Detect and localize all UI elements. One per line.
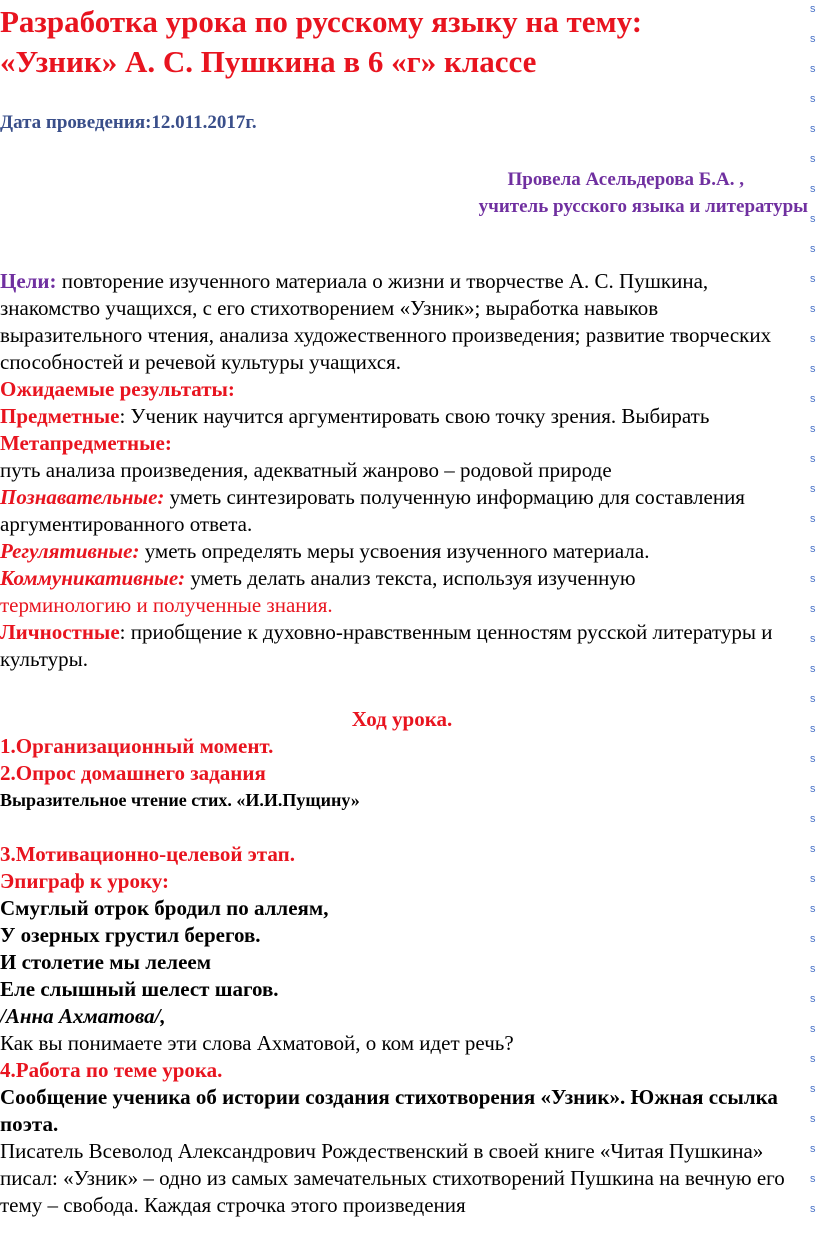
margin-dot: s [810,543,816,555]
margin-dot: s [810,603,816,615]
margin-dot: s [810,1083,816,1095]
margin-dot: s [810,153,816,165]
poem-line: Еле слышный шелест шагов. [0,977,279,1001]
margin-dot: s [810,483,816,495]
margin-dot: s [810,303,816,315]
meta-label: Метапредметные: [0,431,172,455]
margin-dot: s [810,93,816,105]
lesson-heading: Ход урока. [351,707,453,731]
margin-dot: s [810,333,816,345]
margin-dot: s [810,663,816,675]
margin-dots [806,0,816,1239]
poem-line: У озерных грустил берегов. [0,923,261,947]
epigraph-label: Эпиграф к уроку: [0,869,169,893]
document-title [0,2,800,82]
margin-dot: s [810,843,816,855]
meta-text: путь анализа произведения, адекватный жанрово – родовой природе [0,458,612,482]
personal-results [0,619,800,673]
step-3: 3.Мотивационно-целевой этап. [0,842,295,866]
communicative-label: Коммуникативные: [0,566,186,590]
regulative-text: уметь определять меры усвоения изученного материала. [139,539,650,563]
margin-dot: s [810,423,816,435]
author-position: учитель русского языка и литературы [478,196,808,217]
rozhdestvensky-paragraph: Писатель Всеволод Александрович Рождественский в своей книге «Читая Пушкина» писал: «Узник» – одно из самых замечательных стихотворений Пушкина на вечную его тему – свобода. Каждая строчка этого произведения [0,1139,785,1217]
cognitive-text: уметь синтезировать полученную информацию для составления аргументированного ответа. [0,485,745,536]
margin-dot: s [810,363,816,375]
margin-dot: s [810,123,816,135]
spacer [0,814,800,841]
cognitive-results [0,484,800,538]
margin-dot: s [810,3,816,15]
margin-dot: s [810,273,816,285]
regulative-label: Регулятивные: [0,539,140,563]
cognitive-label: Познавательные: [0,485,165,509]
margin-dot: s [810,633,816,645]
margin-dot: s [810,933,816,945]
margin-dot: s [810,1173,816,1185]
lesson-date: Дата проведения:12.011.2017г. [0,112,257,133]
goals-paragraph [0,268,800,376]
goals-and-results [0,268,800,673]
step-4: 4.Работа по теме урока. [0,1058,223,1082]
poem-line: Смуглый отрок бродил по аллеям, [0,896,329,920]
margin-dot: s [810,963,816,975]
communicative-text-red: терминологию и полученные знания. [0,593,333,617]
personal-text: : приобщение к духовно-нравственным ценностям русской литературы и культуры. [0,620,773,671]
margin-dot: s [810,1023,816,1035]
communicative-text: уметь делать анализ текста, используя изученную [185,566,636,590]
student-report: Сообщение ученика об истории создания стихотворения «Узник». Южная ссылка поэта. [0,1085,778,1136]
margin-dot: s [810,723,816,735]
margin-dot: s [810,573,816,585]
expected-results-heading: Ожидаемые результаты: [0,377,235,401]
margin-dot: s [810,63,816,75]
margin-dot: s [810,783,816,795]
subject-results [0,403,800,430]
margin-dot: s [810,1143,816,1155]
step-1: 1.Организационный момент. [0,734,274,758]
margin-dot: s [810,1113,816,1125]
margin-dot: s [810,1203,816,1215]
margin-dot: s [810,213,816,225]
title-line-1: Разработка урока по русскому языку на тему: [0,4,643,39]
margin-dot: s [810,453,816,465]
margin-dot: s [810,183,816,195]
margin-dot: s [810,693,816,705]
margin-dot: s [810,903,816,915]
poem-author: /Анна Ахматова/, [0,1004,166,1028]
lesson-flow [0,706,800,1219]
question: Как вы понимаете эти слова Ахматовой, о ком идет речь? [0,1031,514,1055]
margin-dot: s [810,1053,816,1065]
author-block [479,166,808,220]
step-2: 2.Опрос домашнего задания [0,761,266,785]
margin-dot: s [810,513,816,525]
step-2-text: Выразительное чтение стих. «И.И.Пущину» [0,790,360,810]
communicative-results [0,565,800,619]
margin-dot: s [810,243,816,255]
margin-dot: s [810,813,816,825]
regulative-results [0,538,800,565]
margin-dot: s [810,873,816,885]
title-line-2: «Узник» А. С. Пушкина в 6 «г» классе [0,44,537,79]
subject-text: : Ученик научится аргументировать свою точку зрения. Выбирать [119,404,710,428]
margin-dot: s [810,393,816,405]
margin-dot: s [810,753,816,765]
subject-label: Предметные [0,404,120,428]
goals-label: Цели: [0,269,57,293]
personal-label: Личностные [0,620,120,644]
author-name: Провела Асельдерова Б.А. , [507,169,744,190]
margin-dot: s [810,993,816,1005]
goals-text: повторение изученного материала о жизни и творчестве А. С. Пушкина, знакомство учащихся, с его стихотворением «Узник»; выработка навыков выразительного чтения, анализа художественного произведения; развитие творческих способностей и речевой культуры учащихся. [0,269,772,374]
poem-line: И столетие мы лелеем [0,950,212,974]
margin-dot: s [810,33,816,45]
